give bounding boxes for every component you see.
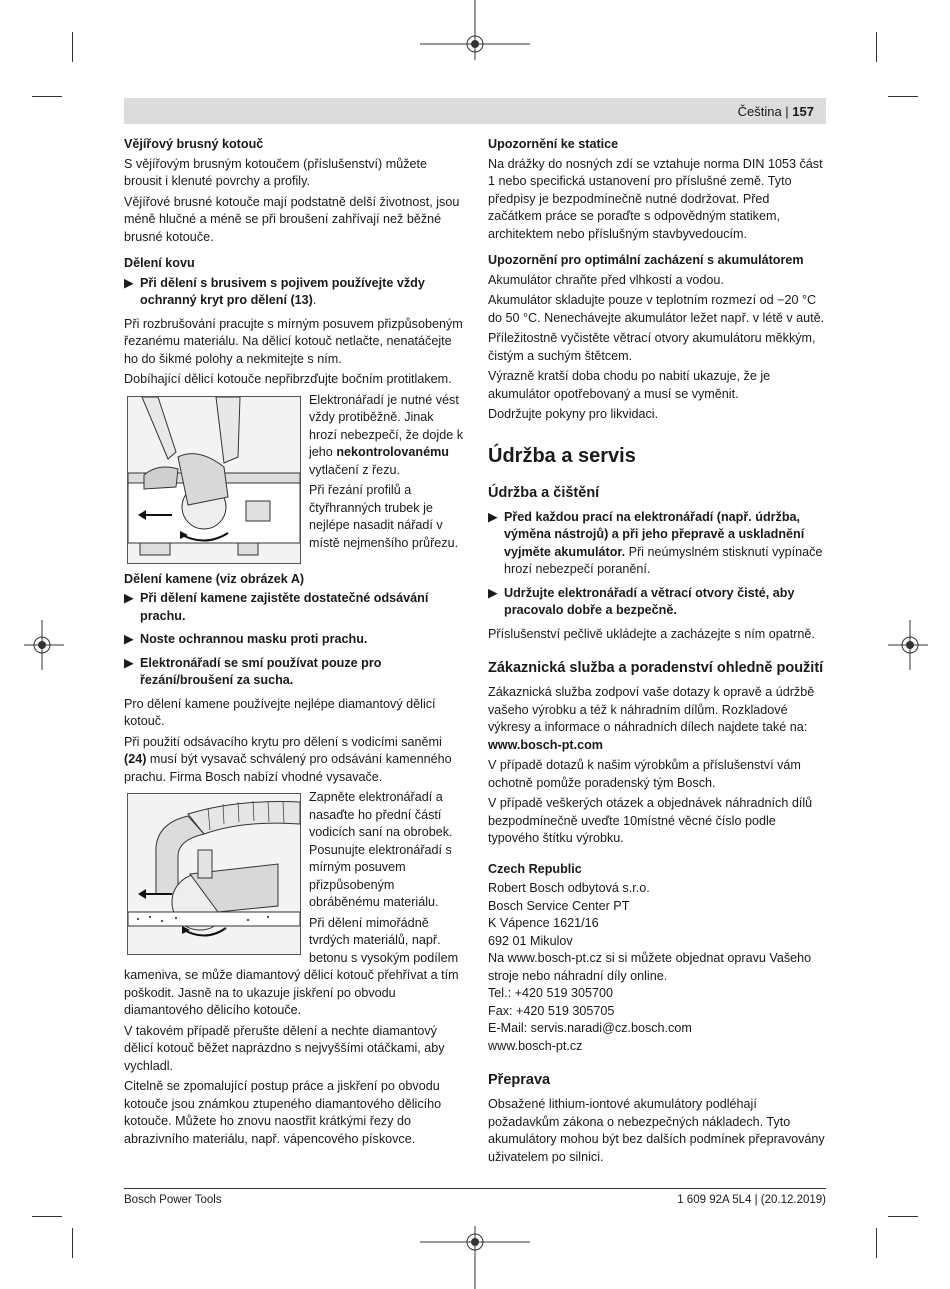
chapter-title: Údržba a servis bbox=[488, 444, 636, 467]
paragraph: Obsažené lithium-iontové akumulátory podléhají požadavkům zákona o nebezpečných nákladech. Tyto akumulátory mohou být bez dalších podmínek přepravovány uživatelem po silnici. bbox=[488, 1097, 825, 1164]
address-line: 692 01 Mikulov bbox=[488, 933, 573, 948]
registration-target-icon bbox=[24, 620, 64, 670]
website-link[interactable]: www.bosch-pt.cz bbox=[488, 1038, 583, 1053]
crop-mark bbox=[32, 1216, 62, 1217]
address-line: K Vápence 1621/16 bbox=[488, 916, 599, 930]
email[interactable]: E-Mail: servis.naradi@cz.bosch.com bbox=[488, 1021, 692, 1035]
figure-cutting-metal bbox=[127, 396, 301, 564]
crop-mark bbox=[72, 32, 73, 62]
figure-cutting-stone bbox=[127, 793, 301, 955]
bullet-arrow-icon: ▶ bbox=[124, 655, 134, 670]
registration-target-icon bbox=[888, 620, 928, 670]
fax: Fax: +420 519 305705 bbox=[488, 1003, 615, 1018]
crop-mark bbox=[32, 96, 62, 97]
paragraph: Elektronářadí je nutné vést vždy protiběžně. Jinak hrozí nebezpečí, že dojde k jeho nekontrolovanému vytlačení z řezu. bbox=[309, 392, 464, 477]
paragraph: Při použití odsávacího krytu pro dělení s vodicími saněmi (24) musí být vysavač schválený pro odsávání kamenného prachu. Firma Bosch nabízí vhodné vysavače. bbox=[124, 734, 452, 784]
address-line: Robert Bosch odbytová s.r.o. bbox=[488, 881, 650, 895]
phone: Tel.: +420 519 305700 bbox=[488, 986, 613, 1000]
paragraph: Zákaznická služba zodpoví vaše dotazy k opravě a údržbě vašeho výrobku a též k náhradním dílům. Rozkladové výkresy a informace o náhradních dílech najdete také na: bbox=[488, 685, 815, 734]
bullet-arrow-icon: ▶ bbox=[124, 591, 134, 605]
header-bar bbox=[124, 98, 826, 124]
paragraph: V případě dotazů k našim výrobkům a příslušenství vám ochotně pomůže poradenský tým Bosch. bbox=[488, 758, 801, 790]
section-title: Czech Republic bbox=[488, 861, 582, 876]
warning-bullet: ▶ Noste ochrannou masku proti prachu. bbox=[124, 631, 464, 649]
footer-divider bbox=[124, 1188, 826, 1189]
bullet-arrow-icon: ▶ bbox=[124, 275, 134, 290]
paragraph: Při rozbrušování pracujte s mírným posuvem přizpůsobeným řezanému materiálu. Na dělicí kotouč netlačte, nenatáčejte ho do šikmé polohy a nekmitejte s ním. bbox=[124, 316, 463, 366]
address-line: Na www.bosch-pt.cz si si můžete objednat opravu Vašeho stroje nebo náhradní díly online. bbox=[488, 951, 812, 983]
paragraph: Dodržujte pokyny pro likvidaci. bbox=[488, 407, 659, 421]
warning-bullet: ▶ Elektronářadí se smí používat pouze pro řezání/broušení za sucha. bbox=[124, 655, 382, 687]
section-title: Upozornění ke statice bbox=[488, 137, 619, 151]
crop-mark bbox=[888, 96, 918, 97]
section-title: Údržba a čištění bbox=[488, 484, 600, 501]
paragraph: V takovém případě přerušte dělení a nechte diamantový dělicí kotouč běžet naprázdno s nejvyššími otáčkami, aby vychladl. bbox=[124, 1023, 445, 1073]
paragraph: S vějířovým brusným kotoučem (příslušenství) můžete brousit i klenuté povrchy a profily. bbox=[124, 156, 428, 188]
warning-bullet: ▶ Při dělení s brusivem s pojivem používejte vždy ochranný kryt pro dělení (13). bbox=[124, 275, 425, 307]
section-title: Upozornění pro optimální zacházení s akumulátorem bbox=[488, 253, 804, 267]
crop-mark bbox=[72, 1228, 73, 1258]
registration-target-icon bbox=[420, 0, 530, 60]
crop-mark bbox=[876, 1228, 877, 1258]
address-line: Bosch Service Center PT bbox=[488, 898, 630, 913]
bullet-arrow-icon: ▶ bbox=[488, 509, 498, 524]
warning-bullet: ▶ Před každou prací na elektronářadí (např. údržba, výměna nástrojů) a při jeho přepravě a uskladnění vyjměte akumulátor. Při neúmyslném stisknutí vypínače hrozí nebezpečí poranění. bbox=[488, 509, 823, 576]
paragraph: Vějířové brusné kotouče mají podstatně delší životnost, jsou méně hlučné a méně se při broušení zahřívají než běžné brusné kotouče. bbox=[124, 194, 460, 244]
bullet-arrow-icon: ▶ bbox=[124, 632, 134, 646]
paragraph: Akumulátor skladujte pouze v teplotním rozmezí od −20 °C do 50 °C. Nenechávejte akumulátor ležet např. v létě v autě. bbox=[488, 293, 825, 325]
section-title: Zákaznická služba a poradenství ohledně použití bbox=[488, 660, 824, 676]
right-column bbox=[488, 136, 826, 1169]
footer-doc-id: 1 609 92A 5L4 | (20.12.2019) bbox=[677, 1194, 826, 1206]
left-column bbox=[124, 136, 464, 1151]
page-header: Čeština | 157 bbox=[737, 104, 814, 119]
paragraph: Při dělení mimořádně tvrdých materiálů, např. betonu s vysokým podílem kameniva, se může diamantový dělicí kotouč přehřívat a tím poškodit. Jasně na to ukazuje jiskření po obvodu diamantového dělicího kotouče. bbox=[124, 915, 459, 1017]
section-title: Dělení kamene (viz obrázek A) bbox=[124, 571, 305, 586]
section-title: Dělení kovu bbox=[124, 256, 195, 270]
paragraph: Při řezání profilů a čtyřhranných trubek je nejlépe nasadit nářadí v místě nejmenšího průřezu. bbox=[309, 483, 459, 550]
section-title: Vějířový brusný kotouč bbox=[124, 137, 264, 151]
header-language: Čeština bbox=[737, 104, 782, 119]
paragraph: Na drážky do nosných zdí se vztahuje norma DIN 1053 část 1 nebo specifická ustanovení pro příslušné země. Tyto předpisy je bezpodmínečně nutné dodržovat. Před začátkem práce se poraďte s odpovědným statikem, architektem nebo příslušným stavbyvedoucím. bbox=[488, 156, 823, 241]
paragraph: Příležitostně vyčistěte větrací otvory akumulátoru měkkým, čistým a suchým štětcem. bbox=[488, 331, 816, 363]
paragraph: Zapněte elektronářadí a nasaďte ho přední částí vodicích saní na obrobek. Posunujte elektronářadí s mírným posuvem přizpůsobeným obráběnému materiálu. bbox=[309, 790, 453, 909]
section-title: Přeprava bbox=[488, 1072, 551, 1088]
paragraph: Akumulátor chraňte před vlhkostí a vodou. bbox=[488, 272, 724, 287]
paragraph: Příslušenství pečlivě ukládejte a zacházejte s ním opatrně. bbox=[488, 626, 815, 641]
service-url[interactable]: www.bosch-pt.com bbox=[488, 737, 603, 752]
crop-mark bbox=[876, 32, 877, 62]
bullet-arrow-icon: ▶ bbox=[488, 585, 498, 600]
paragraph: Dobíhající dělicí kotouče nepřibrzďujte bočním protitlakem. bbox=[124, 372, 452, 386]
paragraph: Pro dělení kamene používejte nejlépe diamantový dělicí kotouč. bbox=[124, 696, 436, 728]
footer-brand: Bosch Power Tools bbox=[124, 1194, 222, 1206]
address-block bbox=[488, 880, 826, 1055]
paragraph: Výrazně kratší doba chodu po nabití ukazuje, že je akumulátor opotřebovaný a musí se vyměnit. bbox=[488, 369, 771, 401]
registration-target-icon bbox=[420, 1226, 530, 1289]
page-number: 157 bbox=[792, 104, 814, 119]
warning-bullet: ▶ Při dělení kamene zajistěte dostatečné odsávání prachu. bbox=[124, 591, 429, 623]
warning-bullet: ▶ Udržujte elektronářadí a větrací otvory čisté, aby pracovalo dobře a bezpečně. bbox=[488, 585, 795, 617]
paragraph: V případě veškerých otázek a objednávek náhradních dílů bezpodmínečně uveďte 10místné věcné číslo podle typového štítku výrobku. bbox=[488, 796, 813, 845]
crop-mark bbox=[888, 1216, 918, 1217]
paragraph: Citelně se zpomalující postup práce a jiskření po obvodu kotouče jsou známkou ztupeného diamantového dělicího kotouče. Můžete ho znovu naostřit krátkými řezy do abrazivního materiálu, např. vápencového pískovce. bbox=[124, 1079, 442, 1146]
